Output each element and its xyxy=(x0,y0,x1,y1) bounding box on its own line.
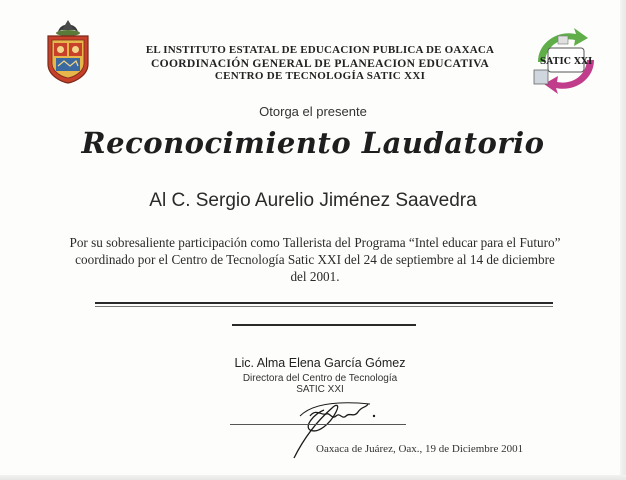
granted-text: Otorga el presente xyxy=(259,104,367,119)
divider-line-long xyxy=(95,302,553,304)
divider-line-short xyxy=(232,324,416,326)
header-line-1: EL INSTITUTO ESTATAL DE EDUCACION PUBLICA DE OAXACA xyxy=(145,44,495,56)
signer-name: Lic. Alma Elena García Gómez xyxy=(234,356,406,370)
body-line-3: del 2001. xyxy=(290,269,340,284)
satic-logo-text: SATIC XXI xyxy=(539,57,593,67)
certificate-body xyxy=(28,234,602,285)
signature-line xyxy=(230,424,406,425)
paper-edge-bottom xyxy=(0,475,626,480)
body-line-2: coordinado por el Centro de Tecnología Satic XXI del 24 de septiembre al 14 de diciembre xyxy=(75,252,555,267)
signer-title-line-1: Directora del Centro de Tecnología xyxy=(242,373,398,384)
place-and-date: Oaxaca de Juárez, Oax., 19 de Diciembre 2001 xyxy=(316,443,524,455)
paper-edge-right xyxy=(620,0,626,480)
certificate-title: Reconocimiento Laudatorio xyxy=(81,126,545,160)
recipient-name: Al C. Sergio Aurelio Jiménez Saavedra xyxy=(149,190,477,211)
divider-line-long-thin xyxy=(95,306,553,307)
header-line-2: COORDINACIÓN GENERAL DE PLANEACION EDUCATIVA xyxy=(150,57,490,70)
body-line-1: Por su sobresaliente participación como Tallerista del Programa “Intel educar para el Futuro” xyxy=(69,235,561,250)
header-line-3: CENTRO DE TECNOLOGÍA SATIC XXI xyxy=(214,70,426,82)
signer-title-line-2: SATIC XXI xyxy=(296,384,344,395)
institution-header xyxy=(100,44,540,83)
oaxaca-seal-icon xyxy=(44,18,92,84)
